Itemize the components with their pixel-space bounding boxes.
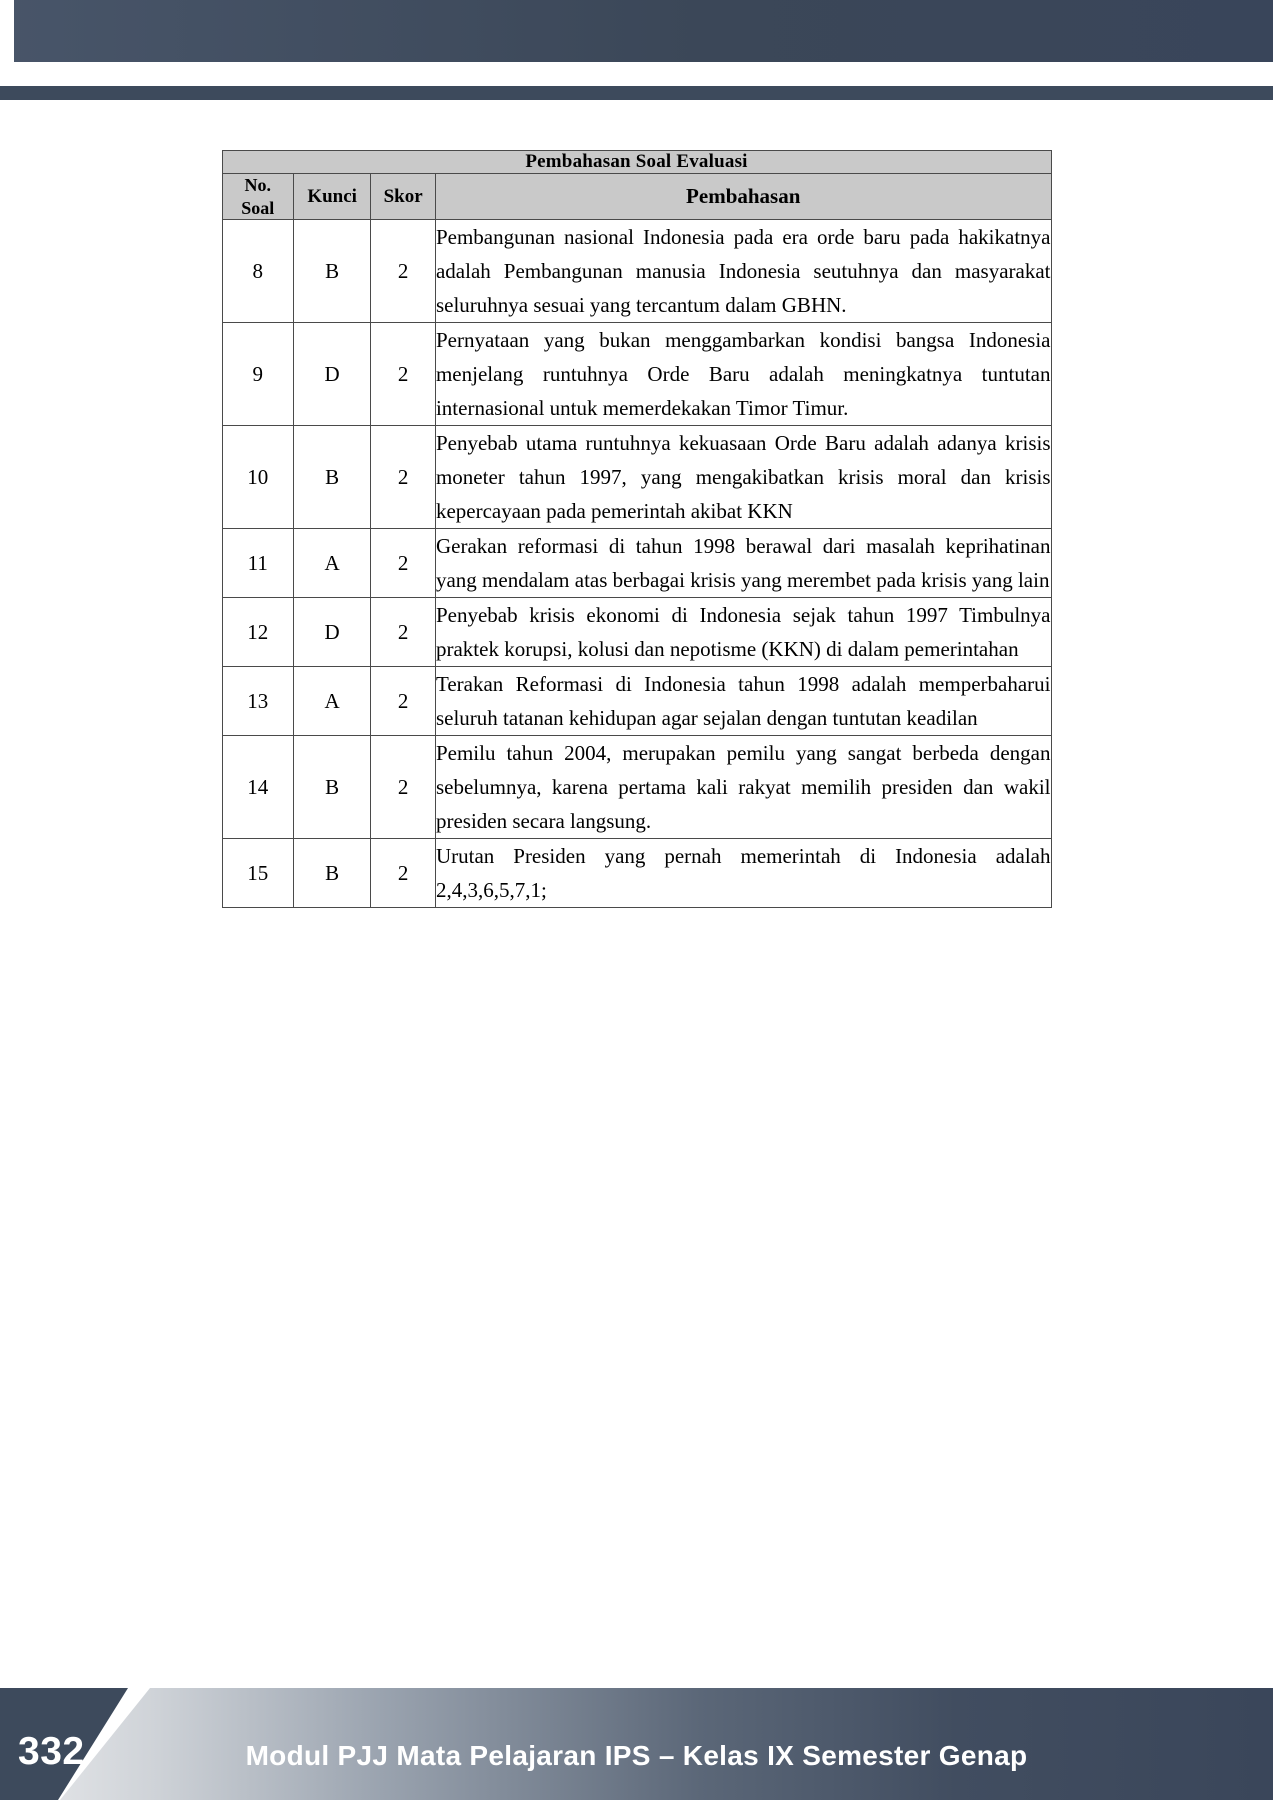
cell-no-soal: 12 — [222, 598, 294, 667]
cell-skor: 2 — [371, 667, 436, 736]
cell-pembahasan: Pernyataan yang bukan menggambarkan kondisi bangsa Indonesia menjelang runtuhnya Orde Baru adalah meningkatnya tuntutan internasional untuk memerdekakan Timor Timur. — [435, 323, 1051, 426]
table-row — [222, 667, 1051, 736]
cell-pembahasan: Urutan Presiden yang pernah memerintah di Indonesia adalah 2,4,3,6,5,7,1; — [435, 839, 1051, 908]
cell-kunci: A — [294, 529, 371, 598]
cell-pembahasan: Pembangunan nasional Indonesia pada era orde baru pada hakikatnya adalah Pembangunan manusia Indonesia seutuhnya dan masyarakat seluruhnya sesuai yang tercantum dalam GBHN. — [435, 220, 1051, 323]
cell-skor: 2 — [371, 598, 436, 667]
column-header-no-soal — [222, 174, 294, 220]
table-row — [222, 839, 1051, 908]
cell-no-soal: 15 — [222, 839, 294, 908]
cell-pembahasan: Terakan Reformasi di Indonesia tahun 1998 adalah memperbaharui seluruh tatanan kehidupan agar sejalan dengan tuntutan keadilan — [435, 667, 1051, 736]
page-header-band-gradient — [0, 0, 1273, 62]
cell-no-soal: 13 — [222, 667, 294, 736]
page-content — [0, 150, 1273, 908]
table-row — [222, 598, 1051, 667]
column-header-kunci: Kunci — [294, 174, 371, 220]
cell-kunci: B — [294, 736, 371, 839]
page-number: 332 — [18, 1730, 85, 1773]
cell-no-soal: 14 — [222, 736, 294, 839]
cell-kunci: B — [294, 426, 371, 529]
cell-pembahasan: Penyebab krisis ekonomi di Indonesia sejak tahun 1997 Timbulnya praktek korupsi, kolusi dan nepotisme (KKN) di dalam pemerintahan — [435, 598, 1051, 667]
column-header-pembahasan: Pembahasan — [435, 174, 1051, 220]
column-header-no-line2: Soal — [241, 197, 275, 218]
table-row — [222, 736, 1051, 839]
page-footer — [0, 1645, 1273, 1800]
cell-skor: 2 — [371, 426, 436, 529]
cell-no-soal: 10 — [222, 426, 294, 529]
cell-kunci: B — [294, 839, 371, 908]
cell-kunci: B — [294, 220, 371, 323]
page-header-gap — [0, 62, 1273, 86]
page-header-band — [0, 0, 1273, 62]
cell-skor: 2 — [371, 220, 436, 323]
footer-title: Modul PJJ Mata Pelajaran IPS – Kelas IX Semester Genap — [245, 1740, 1028, 1771]
cell-skor: 2 — [371, 323, 436, 426]
table-row — [222, 323, 1051, 426]
cell-kunci: D — [294, 323, 371, 426]
cell-no-soal: 8 — [222, 220, 294, 323]
table-title-row — [222, 151, 1051, 174]
cell-skor: 2 — [371, 839, 436, 908]
table-title: Pembahasan Soal Evaluasi — [222, 151, 1051, 174]
cell-skor: 2 — [371, 529, 436, 598]
column-header-no-line1: No. — [244, 175, 272, 195]
cell-pembahasan: Pemilu tahun 2004, merupakan pemilu yang sangat berbeda dengan sebelumnya, karena pertama kali rakyat memilih presiden dan wakil presiden secara langsung. — [435, 736, 1051, 839]
evaluation-discussion-table — [222, 150, 1052, 908]
cell-kunci: A — [294, 667, 371, 736]
table-row — [222, 426, 1051, 529]
column-header-skor: Skor — [371, 174, 436, 220]
cell-pembahasan: Gerakan reformasi di tahun 1998 berawal dari masalah keprihatinan yang mendalam atas berbagai krisis yang merembet pada krisis yang lain — [435, 529, 1051, 598]
page-header-rule — [0, 86, 1273, 100]
table-row — [222, 529, 1051, 598]
table-row — [222, 220, 1051, 323]
page-header-left-accent — [0, 0, 14, 62]
cell-pembahasan: Penyebab utama runtuhnya kekuasaan Orde Baru adalah adanya krisis moneter tahun 1997, yang mengakibatkan krisis moral dan krisis kepercayaan pada pemerintah akibat KKN — [435, 426, 1051, 529]
cell-no-soal: 9 — [222, 323, 294, 426]
cell-skor: 2 — [371, 736, 436, 839]
cell-no-soal: 11 — [222, 529, 294, 598]
cell-kunci: D — [294, 598, 371, 667]
table-header-row — [222, 174, 1051, 220]
